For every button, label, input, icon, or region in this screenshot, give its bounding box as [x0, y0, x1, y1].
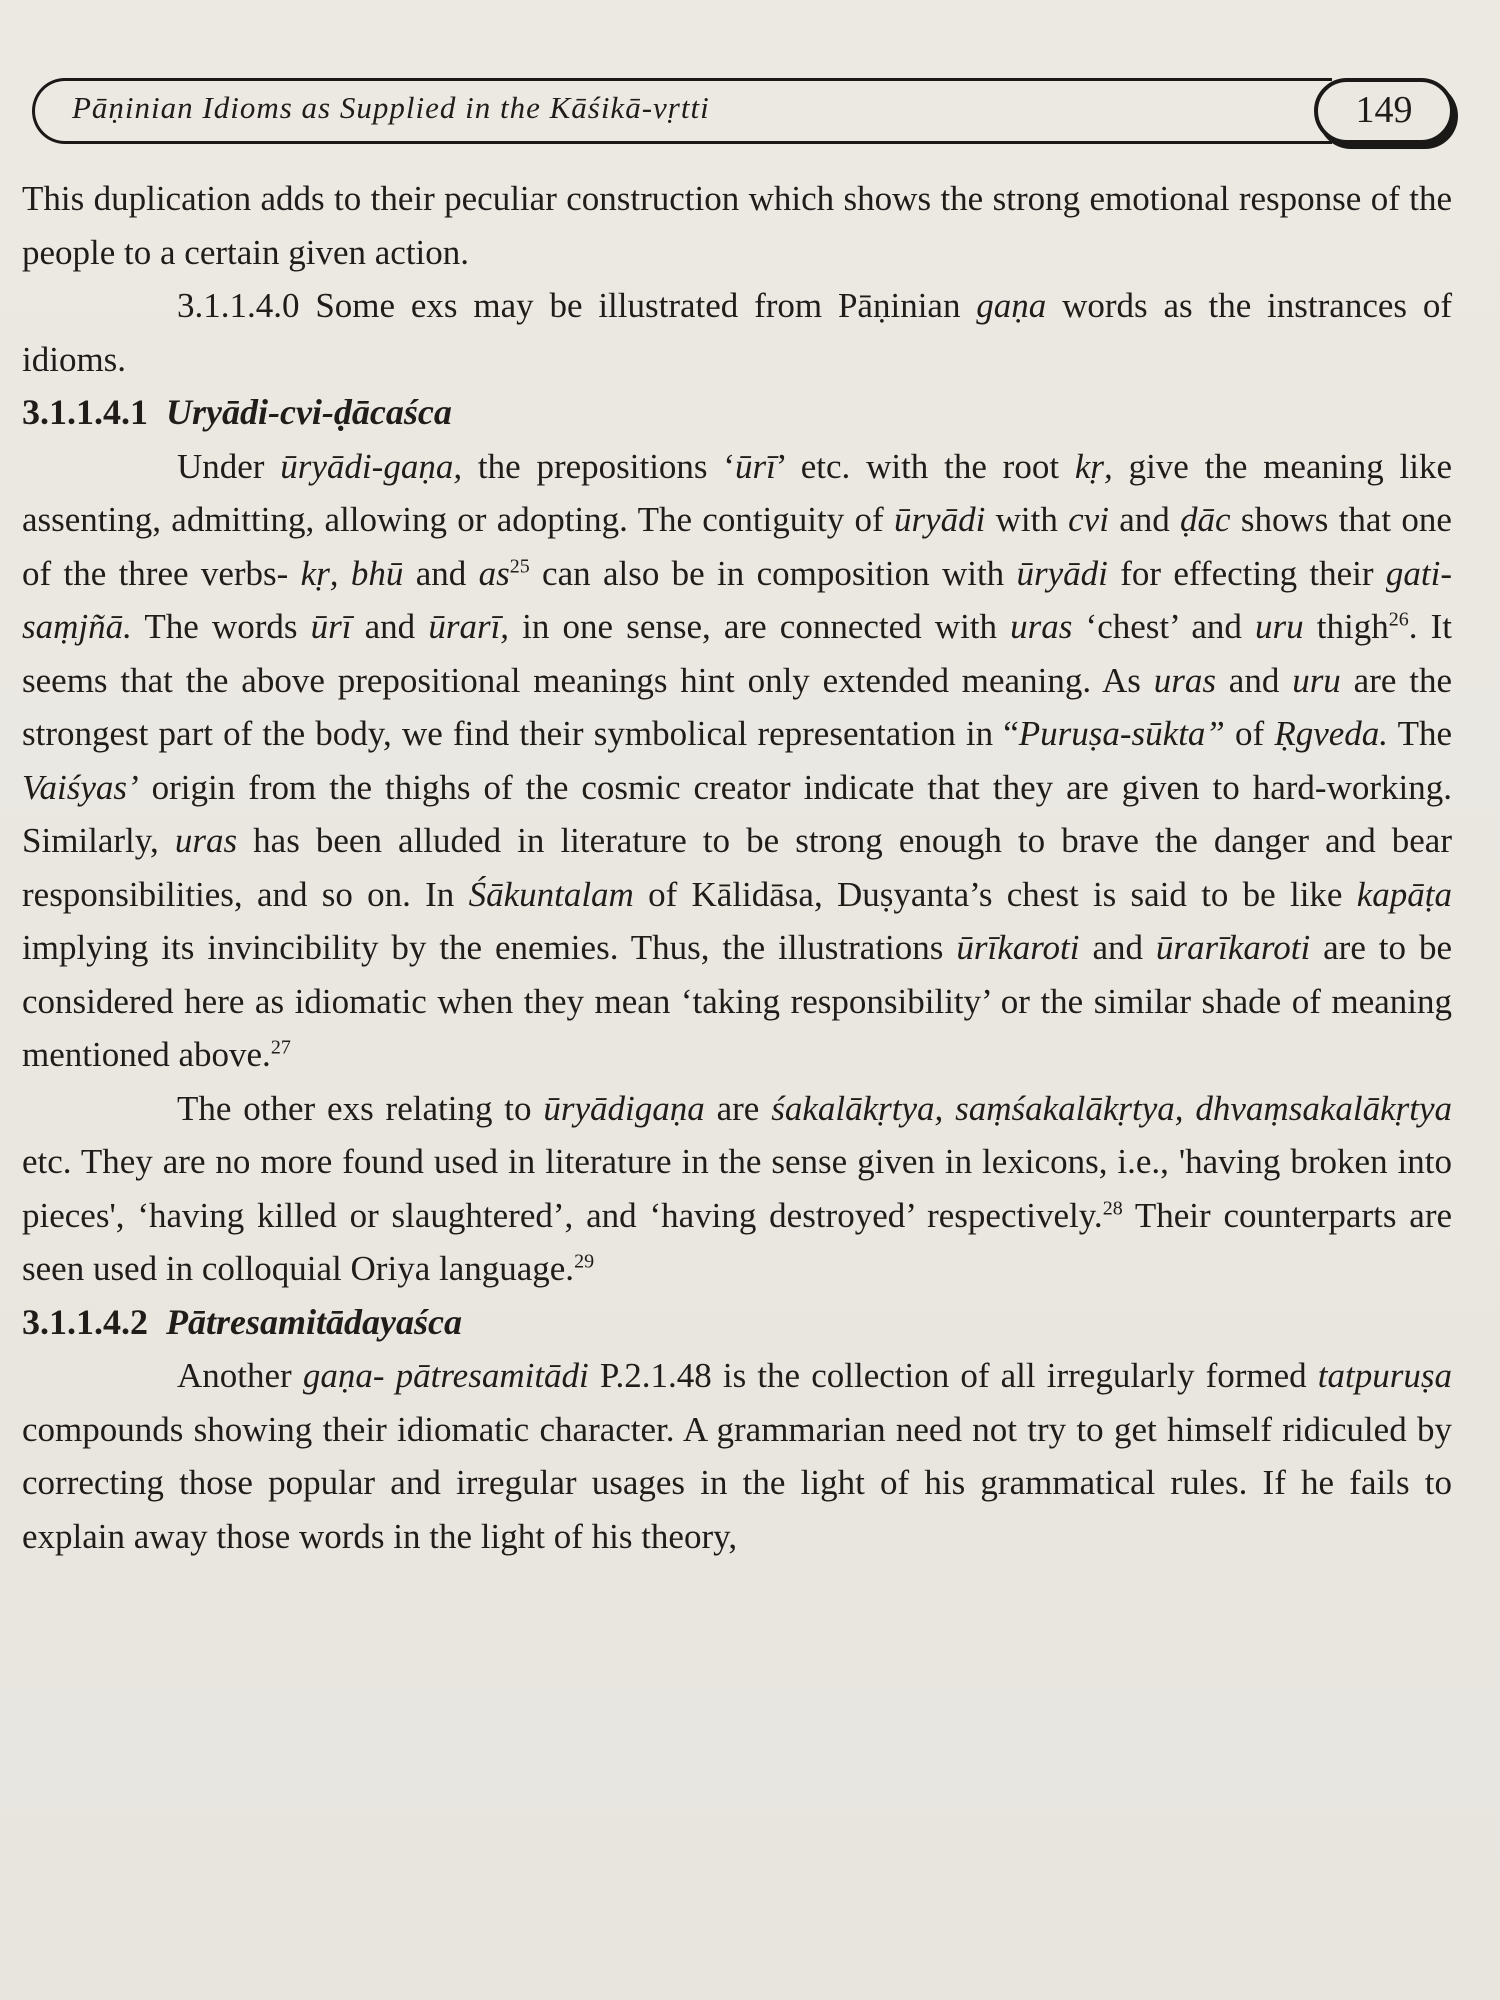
paragraph-other-exs — [22, 1082, 1452, 1296]
text-run: P.2.1.48 is the collection of all irregularly formed — [588, 1356, 1318, 1395]
text-run: are — [704, 1088, 772, 1128]
text-run: The — [1388, 714, 1452, 753]
section-title: Pātresamitādayaśca — [166, 1301, 462, 1342]
paragraph-uryadi — [22, 440, 1452, 1082]
italic-term: ūrīkaroti — [956, 928, 1080, 967]
text-run: of Kālidāsa, Duṣyanta’s chest is said to be like — [633, 874, 1357, 914]
paragraph-duplication: This duplication adds to their peculiar construction which shows the strong emotional response of the people to a certain given action. — [22, 179, 1452, 272]
italic-term: ūrī — [735, 446, 776, 486]
italic-term: kapāṭa — [1356, 874, 1452, 914]
running-title: Pāṇinian Idioms as Supplied in the Kāśikā-vṛtti — [72, 90, 710, 125]
text-run: in one sense, are connected with — [509, 607, 1011, 646]
text-run: thigh — [1303, 607, 1389, 646]
text-run: and — [1215, 660, 1293, 700]
italic-term: uras — [1010, 607, 1073, 646]
section-number-inline: 3.1.1.4.0 — [177, 286, 300, 325]
italic-term: gati-saṃjñā. — [22, 553, 1452, 646]
page-body — [22, 172, 1452, 1563]
text-run: ‘chest’ and — [1072, 607, 1255, 646]
text-run: has been alluded in literature to be strong enough to brave the danger and bear responsibilities, and so on. In — [22, 821, 1452, 914]
text-run: The words — [131, 607, 311, 646]
italic-term: uru — [1255, 607, 1304, 646]
text-run: and — [351, 607, 429, 646]
footnote-ref-28: 28 — [1102, 1196, 1123, 1219]
italic-term: śakalākṛtya, saṃśakalākṛtya, dhvaṃsakalākṛtya — [771, 1088, 1452, 1128]
text-run: etc. They are no more found used in literature in the sense given in lexicons, i.e., 'having broken into pieces', ‘having killed or slaughtered’, and ‘having destroyed’ respectively. — [22, 1142, 1452, 1235]
italic-term: ūrarī, — [428, 607, 510, 646]
italic-term: cvi — [1068, 500, 1109, 539]
italic-term: uras — [1153, 660, 1216, 700]
text-run: . It seems that the above prepositional meanings hint only extended meaning. As — [22, 607, 1452, 700]
italic-term: gaṇa- pātresamitādi — [302, 1356, 589, 1395]
italic-term: ūryādi — [1016, 553, 1108, 593]
text-run: Another — [177, 1356, 303, 1395]
paragraph-3-1-1-4-0 — [22, 279, 1452, 386]
text-run: words as the instrances of idioms. — [22, 286, 1452, 379]
section-title: Uryādi-cvi-ḍācaśca — [166, 392, 452, 432]
italic-term: ūryādigaṇa — [543, 1088, 705, 1128]
italic-term: ūrarīkaroti — [1155, 928, 1311, 967]
text-run: of — [1224, 714, 1275, 753]
text-run: Some exs may be illustrated from Pāṇinian — [299, 286, 977, 325]
italic-term: kṛ, bhū — [300, 553, 404, 593]
footnote-ref-25: 25 — [509, 554, 530, 577]
footnote-ref-29: 29 — [574, 1250, 595, 1273]
italic-term: tatpuruṣa — [1317, 1356, 1452, 1395]
italic-term: uras — [174, 821, 238, 860]
text-run: for effecting their — [1107, 553, 1386, 593]
italic-term: ḍāc — [1180, 500, 1231, 539]
text-run: compounds showing their idiomatic character. A grammarian need not try to get himself ridiculed by correcting those popular and irregular usages in the light of his grammatical rules. If he fails to explain away those words in the light of his theory, — [22, 1409, 1452, 1556]
text-run: and — [1079, 928, 1156, 967]
page-number: 149 — [1314, 78, 1454, 144]
text-run: The other exs relating to — [177, 1088, 544, 1128]
paragraph-patresamitadi — [22, 1349, 1452, 1563]
section-number: 3.1.1.4.2 — [22, 1301, 148, 1342]
footnote-ref-27: 27 — [270, 1036, 291, 1059]
text-run: with — [985, 500, 1069, 539]
italic-term: gaṇa — [976, 286, 1047, 325]
section-heading-3-1-1-4-2 — [22, 1296, 1452, 1350]
section-heading-3-1-1-4-1 — [22, 386, 1452, 440]
text-run: are the strongest part of the body, we find their symbolical representation in “ — [22, 660, 1452, 753]
text-run: give the meaning like assenting, admitting, allowing or adopting. The contiguity of — [22, 446, 1452, 539]
text-run: and — [403, 553, 479, 593]
text-run: ’ etc. with the root — [775, 446, 1075, 486]
running-header — [32, 66, 1452, 156]
italic-term: ūryādi-gaṇa, — [280, 446, 463, 486]
text-run: the prepositions ‘ — [462, 446, 736, 486]
text-run: implying its invincibility by the enemies. Thus, the illustrations — [22, 928, 957, 967]
italic-term: uru — [1292, 660, 1341, 700]
text-run: can also be in composition with — [529, 553, 1017, 593]
italic-term: Vaiśyas’ — [22, 767, 139, 807]
italic-term: ūryādi — [893, 500, 986, 539]
text-run: origin from the thighs of the cosmic creator indicate that they are given to hard-working. Similarly, — [22, 767, 1452, 860]
footnote-ref-26: 26 — [1388, 608, 1409, 631]
italic-term: Puruṣa-sūkta” — [1018, 714, 1225, 753]
italic-term: kṛ, — [1074, 446, 1113, 486]
section-number: 3.1.1.4.1 — [22, 392, 148, 432]
italic-term: ūrī — [310, 607, 352, 646]
italic-term: as — [478, 553, 510, 593]
text-run: are to be considered here as idiomatic when they mean ‘taking responsibility’ or the similar shade of meaning mentioned above. — [22, 928, 1452, 1074]
text-run: Under — [177, 446, 281, 486]
text-run: and — [1108, 500, 1181, 539]
italic-term: Ṛgveda. — [1274, 714, 1389, 753]
text-run: shows that one of the three verbs- — [22, 500, 1452, 593]
text-run: Their counterparts are seen used in colloquial Oriya language. — [22, 1195, 1453, 1288]
italic-term: Śākuntalam — [468, 874, 634, 914]
